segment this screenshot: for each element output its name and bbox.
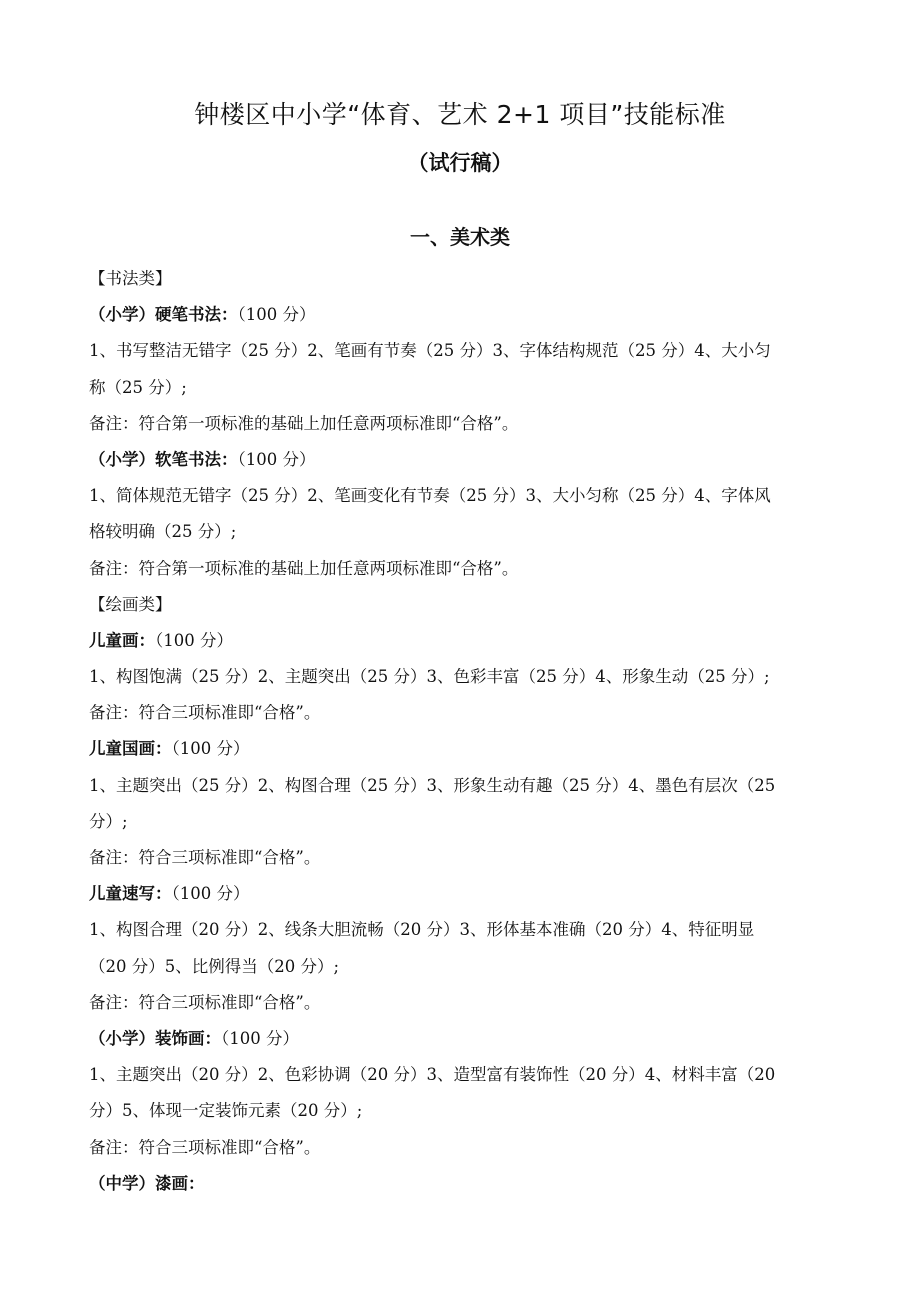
text-line xyxy=(89,768,829,804)
line-text: （100 分） xyxy=(237,305,316,325)
text-line xyxy=(89,1166,829,1202)
line-text: 1、构图饱满（25 分）2、主题突出（25 分）3、色彩丰富（25 分）4、形象生动（25 分）; xyxy=(89,667,770,687)
text-line xyxy=(89,876,829,912)
item-heading: （中学）漆画： xyxy=(89,1173,205,1193)
text-line xyxy=(89,478,829,514)
text-line xyxy=(89,406,829,442)
item-heading: （小学）硬笔书法： xyxy=(89,305,238,325)
line-text: 1、构图合理（20 分）2、线条大胆流畅（20 分）3、形体基本准确（20 分）4、特征明显 xyxy=(89,920,755,940)
text-line xyxy=(89,261,829,297)
text-line xyxy=(89,623,829,659)
text-line xyxy=(89,1021,829,1057)
line-text: （20 分）5、比例得当（20 分）; xyxy=(89,956,340,976)
document-title: 钟楼区中小学“体育、艺术 2+1 项目”技能标准 xyxy=(194,100,726,129)
item-heading: 儿童速写： xyxy=(89,884,172,904)
line-text: 【书法类】 xyxy=(89,269,172,288)
text-line xyxy=(89,297,829,333)
text-line xyxy=(89,551,829,587)
line-text: 格较明确（25 分）; xyxy=(89,522,237,542)
text-line xyxy=(89,370,829,406)
line-text: 1、主题突出（25 分）2、构图合理（25 分）3、形象生动有趣（25 分）4、墨色有层次（25 xyxy=(89,775,776,795)
line-text: 称（25 分）; xyxy=(89,377,187,397)
text-line xyxy=(89,949,829,985)
text-line xyxy=(89,587,829,623)
item-heading: （小学）软笔书法： xyxy=(89,449,238,469)
line-text: 备注：符合三项标准即“合格”。 xyxy=(89,703,321,723)
line-text: （100 分） xyxy=(221,1028,299,1048)
document-body xyxy=(89,261,829,1202)
line-text: 1、简体规范无错字（25 分）2、笔画变化有节奏（25 分）3、大小匀称（25 分）4、字体风 xyxy=(89,486,771,506)
line-text: 备注：符合三项标准即“合格”。 xyxy=(89,992,321,1012)
text-line xyxy=(89,912,829,948)
line-text: 1、书写整洁无错字（25 分）2、笔画有节奏（25 分）3、字体结构规范（25 分）4、大小匀 xyxy=(89,341,771,361)
line-text: 备注：符合三项标准即“合格”。 xyxy=(89,848,321,867)
text-line xyxy=(89,1130,829,1166)
text-line xyxy=(89,659,829,695)
line-text: 1、主题突出（20 分）2、色彩协调（20 分）3、造型富有装饰性（20 分）4、材料丰富（20 xyxy=(89,1065,776,1085)
text-line xyxy=(89,731,829,767)
text-line xyxy=(89,804,829,840)
line-text: （100 分） xyxy=(237,449,316,469)
line-text: 备注：符合三项标准即“合格”。 xyxy=(89,1137,321,1157)
item-heading: 儿童国画： xyxy=(89,739,172,759)
text-line xyxy=(89,442,829,478)
text-line xyxy=(89,840,829,876)
line-text: 分）5、体现一定装饰元素（20 分）; xyxy=(89,1101,363,1121)
item-heading: 儿童画： xyxy=(89,630,155,650)
section-heading: 一、美术类 xyxy=(410,225,510,249)
line-text: （100 分） xyxy=(171,739,250,759)
line-text: 备注：符合第一项标准的基础上加任意两项标准即“合格”。 xyxy=(89,413,519,433)
line-text: （100 分） xyxy=(171,884,250,904)
text-line xyxy=(89,333,829,369)
document-subtitle: （试行稿） xyxy=(407,151,513,175)
line-text: 分）; xyxy=(89,811,128,831)
text-line xyxy=(89,1057,829,1093)
line-text: （100 分） xyxy=(155,630,233,650)
text-line xyxy=(89,695,829,731)
text-line xyxy=(89,1093,829,1129)
item-heading: （小学）装饰画： xyxy=(89,1028,221,1048)
text-line xyxy=(89,514,829,550)
text-line xyxy=(89,985,829,1021)
line-text: 备注：符合第一项标准的基础上加任意两项标准即“合格”。 xyxy=(89,558,519,578)
line-text: 【绘画类】 xyxy=(89,594,172,614)
